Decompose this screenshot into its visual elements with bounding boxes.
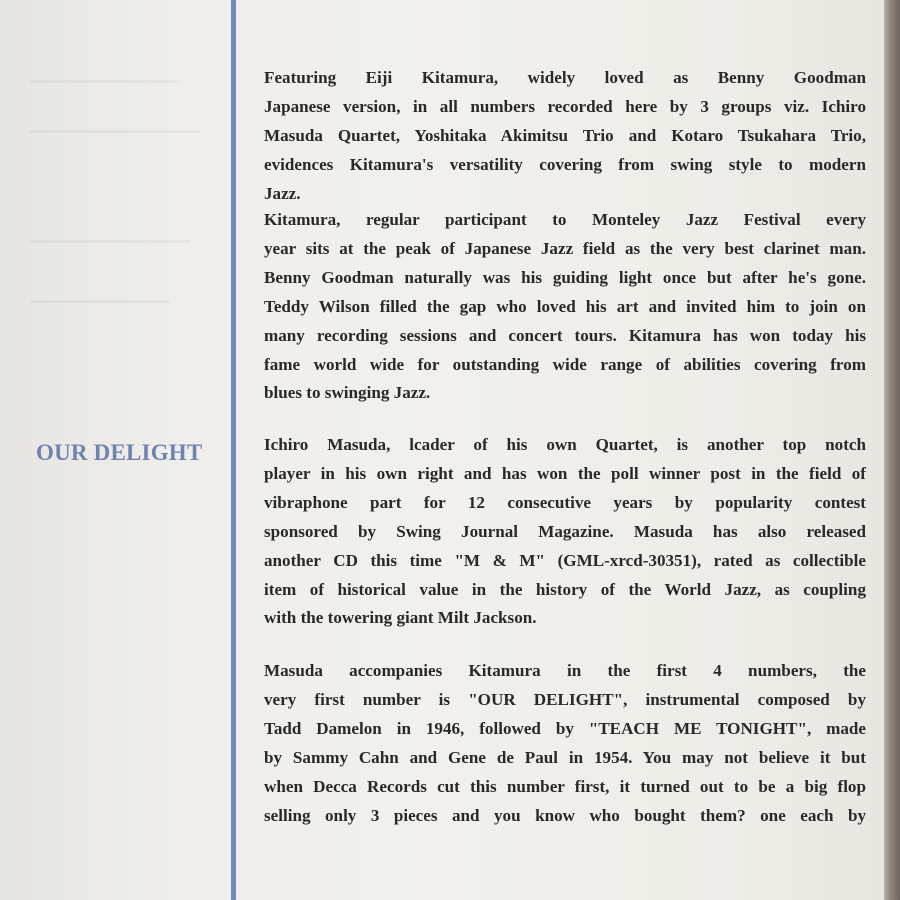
- paragraph-3: [264, 431, 866, 633]
- text-line: Teddy Wilson filled the gap who loved his art and invited him to join on: [264, 296, 866, 316]
- section-title: OUR DELIGHT: [36, 440, 203, 465]
- bleed-through-mark: [30, 80, 180, 83]
- text-line: player in his own right and has won the poll winner post in the field of: [264, 463, 866, 483]
- text-line: sponsored by Swing Journal Magazine. Masuda has also released: [264, 521, 866, 541]
- text-line: item of historical value in the history of the World Jazz, as coupling: [264, 579, 866, 599]
- text-line: Benny Goodman naturally was his guiding light once but after he's gone.: [264, 267, 866, 287]
- page-fold-edge: [884, 0, 900, 900]
- bleed-through-mark: [30, 300, 170, 303]
- text-line: when Decca Records cut this number first, it turned out to be a big flop: [264, 776, 866, 796]
- text-line: vibraphone part for 12 consecutive years by popularity contest: [264, 492, 866, 512]
- text-line: Ichiro Masuda, lcader of his own Quartet, is another top notch: [264, 435, 866, 454]
- paragraph-1: [264, 64, 866, 209]
- text-line: very first number is "OUR DELIGHT", instrumental composed by: [264, 689, 866, 709]
- paragraph-4: [264, 657, 866, 830]
- text-line: Kitamura, regular participant to Monteley Jazz Festival every: [264, 210, 866, 229]
- vertical-divider: [231, 0, 236, 900]
- text-line: Jazz.: [264, 183, 301, 203]
- text-line: Tadd Damelon in 1946, followed by "TEACH ME TONIGHT", made: [264, 718, 866, 738]
- text-line: Featuring Eiji Kitamura, widely loved as Benny Goodman: [264, 68, 866, 87]
- text-line: Masuda Quartet, Yoshitaka Akimitsu Trio and Kotaro Tsukahara Trio,: [264, 125, 866, 145]
- text-line: Japanese version, in all numbers recorded here by 3 groups viz. Ichiro: [264, 96, 866, 116]
- text-line: another CD this time "M & M" (GML-xrcd-30351), rated as collectible: [264, 550, 866, 570]
- text-line: year sits at the peak of Japanese Jazz field as the very best clarinet man.: [264, 238, 866, 258]
- text-line: evidences Kitamura's versatility covering from swing style to modern: [264, 154, 866, 174]
- paragraph-2: [264, 206, 866, 408]
- text-line: blues to swinging Jazz.: [264, 383, 431, 403]
- bleed-through-mark: [30, 240, 190, 243]
- text-line: Masuda accompanies Kitamura in the first 4 numbers, the: [264, 661, 866, 680]
- text-line: many recording sessions and concert tours. Kitamura has won today his: [264, 325, 866, 345]
- text-line: selling only 3 pieces and you know who bought them? one each by: [264, 805, 866, 825]
- bleed-through-mark: [30, 130, 200, 133]
- text-line: by Sammy Cahn and Gene de Paul in 1954. You may not believe it but: [264, 747, 866, 767]
- text-line: fame world wide for outstanding wide range of abilities covering from: [264, 354, 866, 374]
- text-line: with the towering giant Milt Jackson.: [264, 608, 537, 628]
